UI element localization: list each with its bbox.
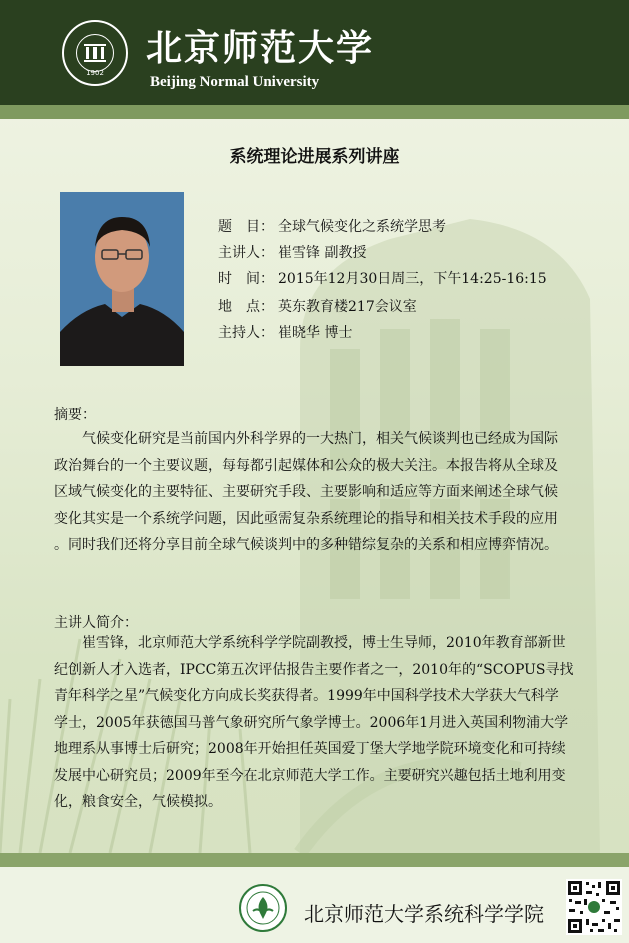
bio-line: 地理系从事博士后研究；2008年开始担任英国爱丁堡大学地学院环境变化和可持续 — [54, 741, 566, 757]
info-speaker-value: 崔雪锋 副教授 — [278, 245, 367, 261]
university-name-en: Beijing Normal University — [150, 74, 320, 90]
bio-heading: 主讲人简介： — [54, 615, 138, 631]
info-topic-label: 题 目： — [218, 219, 274, 235]
info-host — [218, 324, 352, 342]
info-location — [218, 298, 417, 316]
speaker-photo — [60, 192, 184, 366]
abstract-line: 区域气候变化的主要特征、主要研究手段、主要影响和适应等方面来阐述全球气候 — [54, 484, 558, 500]
university-seal-icon — [62, 20, 128, 86]
qr-code-icon — [566, 879, 622, 935]
info-speaker-label: 主讲人： — [218, 245, 274, 261]
bio-line: 纪创新人才入选者，IPCC第五次评估报告主要作者之一，2010年的“SCOPUS寻找 — [54, 661, 574, 678]
info-host-value: 崔晓华 博士 — [278, 325, 353, 341]
lecture-series-title: 系统理论进展系列讲座 — [229, 147, 400, 167]
abstract-line: 变化其实是一个系统学问题，因此亟需复杂系统理论的指导和相关技术手段的应用 — [54, 510, 558, 527]
abstract-line: 气候变化研究是当前国内外科学界的一大热门，相关气候谈判也已经成为国际 — [54, 431, 558, 447]
header-band — [0, 0, 629, 105]
abstract-text — [54, 426, 584, 559]
bio-line: 学士，2005年获德国马普气象研究所气象学博士。2006年1月进入英国利物浦大学 — [54, 714, 569, 731]
info-speaker — [218, 244, 366, 262]
school-name: 北京师范大学系统科学学院 — [304, 902, 544, 926]
bio-text — [54, 630, 584, 816]
abstract-heading: 摘要： — [54, 407, 96, 423]
header-accent-bar — [0, 105, 629, 119]
info-topic-value: 全球气候变化之系统学思考 — [278, 219, 446, 235]
footer-accent-bar — [0, 853, 629, 867]
bio-line: 崔雪锋，北京师范大学系统科学学院副教授，博士生导师，2010年教育部新世 — [54, 635, 566, 651]
info-time-label: 时 间： — [218, 271, 274, 287]
bio-line: 青年科学之星”气候变化方向成长奖获得者。1999年中国科学技术大学获大气科学 — [54, 688, 559, 704]
info-location-value: 英东教育楼217会议室 — [278, 299, 417, 315]
info-host-label: 主持人： — [218, 325, 274, 341]
info-time — [218, 270, 547, 288]
abstract-line: 政治舞台的一个主要议题，每每都引起媒体和公众的极大关注。本报告将从全球及 — [54, 457, 558, 474]
school-logo-icon — [238, 883, 288, 933]
info-time-value: 2015年12月30日周三，下午14:25-16:15 — [278, 271, 547, 287]
university-name-cn: 北京师范大学 — [146, 27, 375, 69]
abstract-line: 。同时我们还将分享目前全球气候谈判中的多种错综复杂的关系和相应博弈情况。 — [54, 537, 558, 553]
seal-year: 1902 — [86, 69, 104, 77]
info-location-label: 地 点： — [218, 299, 274, 315]
bio-line: 化，粮食安全，气候模拟。 — [54, 794, 222, 810]
bio-line: 发展中心研究员；2009年至今在北京师范大学工作。主要研究兴趣包括土地利用变 — [54, 767, 566, 784]
info-topic — [218, 218, 446, 236]
